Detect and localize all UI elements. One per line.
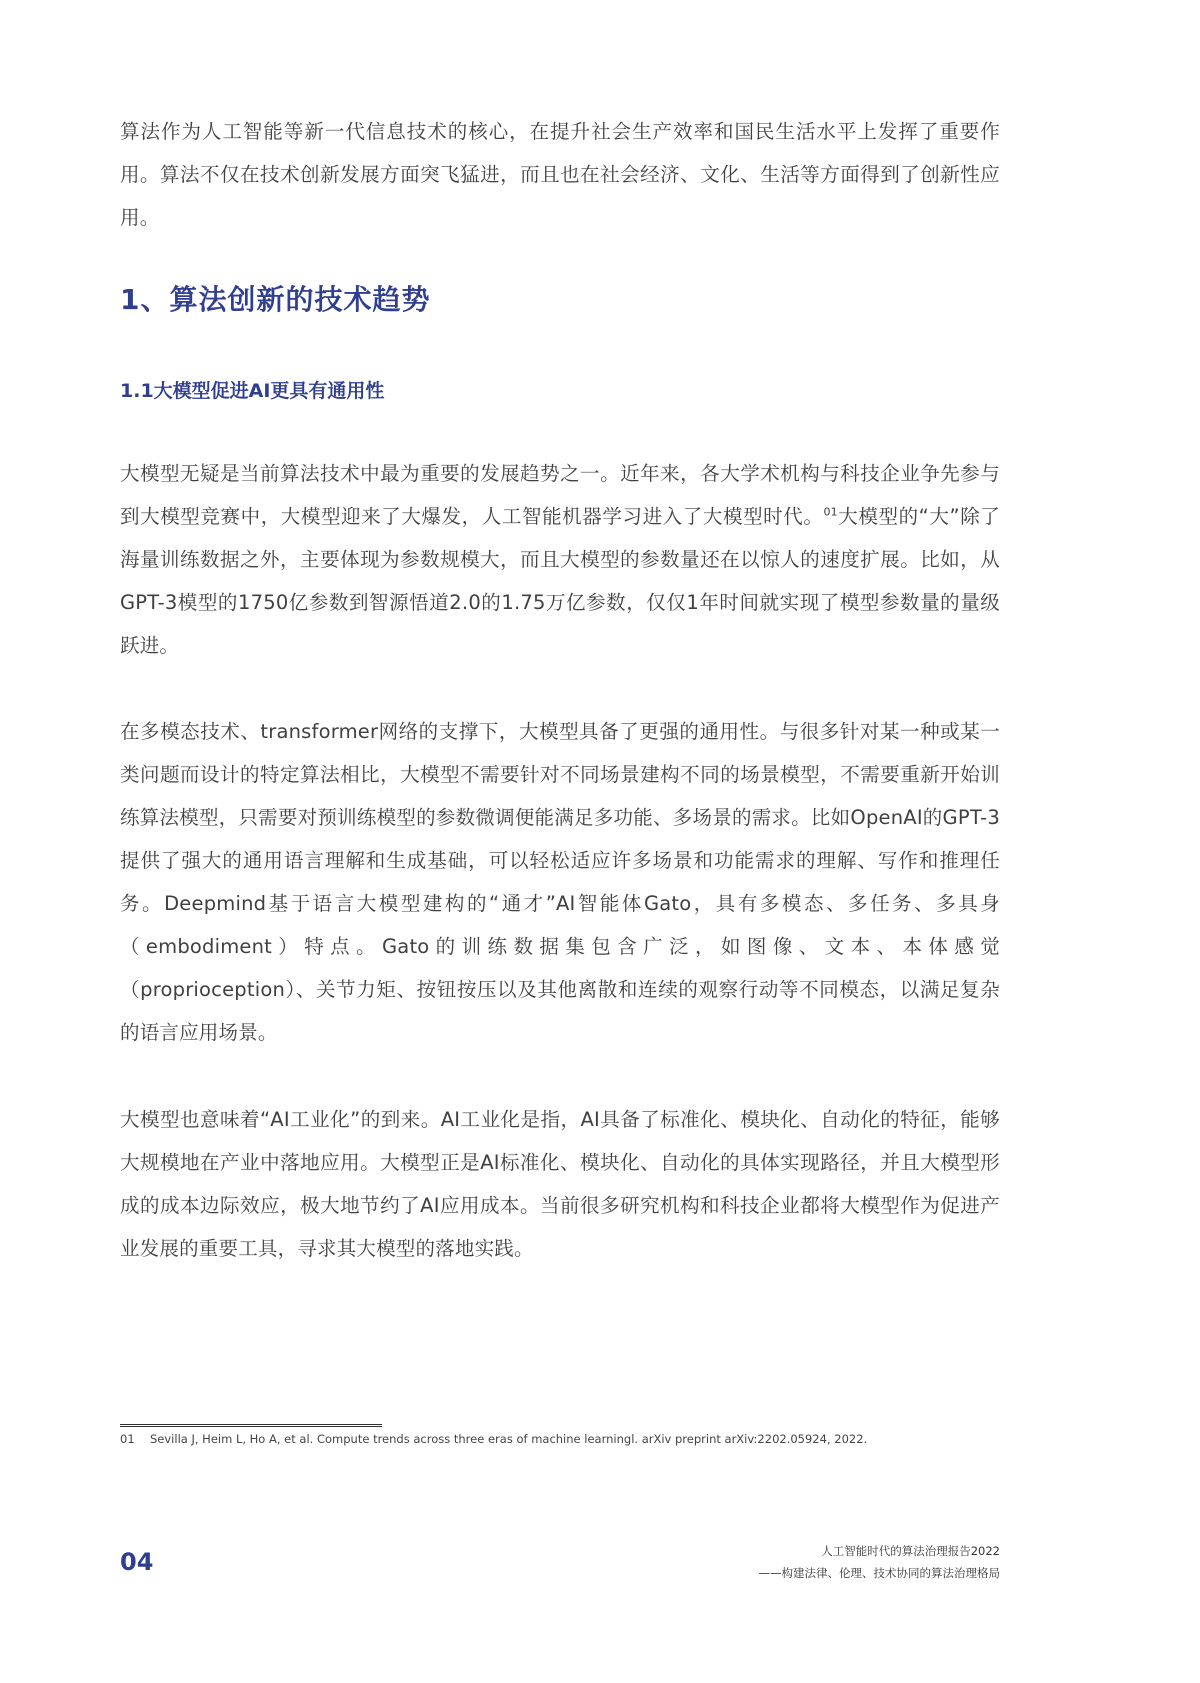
footnote-text: Sevilla J, Heim L, Ho A, et al. Compute trends across three eras of machine learningl. arXiv preprint arXiv:2202.05924, 2022.: [150, 1432, 868, 1446]
running-footer: [759, 1540, 1001, 1584]
body-paragraph-2: 在多模态技术、transformer网络的支撑下，大模型具备了更强的通用性。与很多针对某一种或某一类问题而设计的特定算法相比，大模型不需要针对不同场景建构不同的场景模型，不需要重新开始训练算法模型，只需要对预训练模型的参数微调便能满足多功能、多场景的需求。比如OpenAI的GPT-3提供了强大的通用语言理解和生成基础，可以轻松适应许多场景和功能需求的理解、写作和推理任务。Deepmind基于语言大模型建构的“通才”AI智能体Gato，具有多模态、多任务、多具身（embodiment）特点。Gato的训练数据集包含广泛，如图像、文本、本体感觉（proprioception）、关节力矩、按钮按压以及其他离散和连续的观察行动等不同模态，以满足复杂的语言应用场景。: [120, 720, 1000, 1044]
intro-paragraph: 算法作为人工智能等新一代信息技术的核心，在提升社会生产效率和国民生活水平上发挥了重要作用。算法不仅在技术创新发展方面突飞猛进，而且也在社会经济、文化、生活等方面得到了创新性应用。: [120, 120, 1000, 229]
footnote-reference[interactable]: 01: [823, 505, 838, 519]
footnote-number: 01: [120, 1432, 135, 1446]
body-paragraph-1-part-a: 大模型无疑是当前算法技术中最为重要的发展趋势之一。近年来，各大学术机构与科技企业争先参与到大模型竞赛中，大模型迎来了大爆发，人工智能机器学习进入了大模型时代。: [120, 462, 1000, 528]
page-number: 04: [120, 1548, 154, 1576]
subsection-title: 1.1大模型促进AI更具有通用性: [120, 380, 385, 402]
report-subtitle: ——构建法律、伦理、技术协同的算法治理格局: [758, 1566, 1000, 1580]
report-title: 人工智能时代的算法治理报告2022: [821, 1544, 1000, 1558]
section-title: 1、算法创新的技术趋势: [120, 283, 431, 316]
footnote: [120, 1432, 867, 1446]
footnote-divider: [120, 1424, 382, 1427]
body-paragraph-1-part-b: 大模型的“大”除了海量训练数据之外，主要体现为参数规模大，而且大模型的参数量还在以惊人的速度扩展。比如，从GPT-3模型的1750亿参数到智源悟道2.0的1.75万亿参数，仅仅1年时间就实现了模型参数量的量级跃进。: [120, 505, 1000, 657]
body-paragraph-3: 大模型也意味着“AI工业化”的到来。AI工业化是指，AI具备了标准化、模块化、自动化的特征，能够大规模地在产业中落地应用。大模型正是AI标准化、模块化、自动化的具体实现路径，并且大模型形成的成本边际效应，极大地节约了AI应用成本。当前很多研究机构和科技企业都将大模型作为促进产业发展的重要工具，寻求其大模型的落地实践。: [120, 1108, 1000, 1260]
body-paragraph-1: [120, 452, 1000, 667]
